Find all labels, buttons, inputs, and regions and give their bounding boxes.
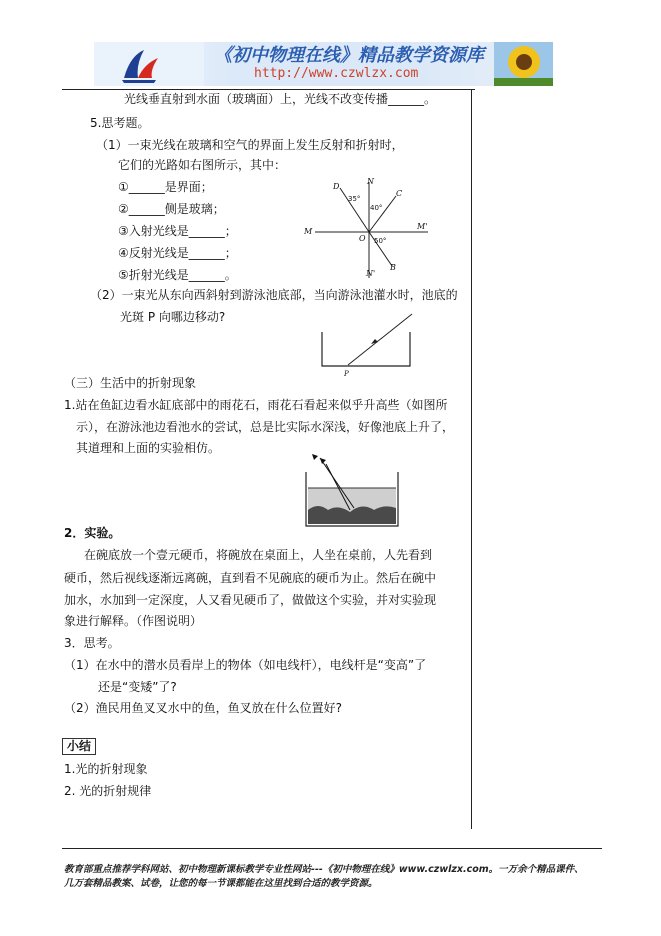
label-M: M <box>304 227 313 236</box>
footer-line: 几万套精品教案、试卷，让您的每一节课都能在这里找到合适的教学资源。 <box>64 878 378 889</box>
header-banner <box>94 42 553 86</box>
text-line: 硬币，然后视线逐渐远离碗，直到看不见碗底的硬币为止。然后在碗中 <box>64 571 437 585</box>
blank-item: ①______是界面； <box>118 180 213 194</box>
footer-rule <box>62 848 602 849</box>
banner-title: 《初中物理在线》精品教学资源库 <box>214 45 484 66</box>
sunflower-image <box>494 42 553 86</box>
ray-OC <box>369 196 396 232</box>
fish-tank-diagram <box>298 448 408 528</box>
text-line: 光斑 P 向哪边移动? <box>120 310 226 324</box>
blank-item: ④反射光线是______； <box>118 246 237 260</box>
label-B: B <box>390 263 396 272</box>
refraction-diagram <box>300 174 435 286</box>
angle-50: 50° <box>374 237 387 245</box>
summary-label: 小结 <box>62 738 96 755</box>
angle-35: 35° <box>348 195 361 203</box>
summary-item: 1.光的折射现象 <box>64 762 148 776</box>
pool-outline <box>322 332 410 366</box>
label-M-prime: M' <box>417 222 428 231</box>
summary-item: 2. 光的折射规律 <box>64 784 152 798</box>
text-line: 光线垂直射到水面（玻璃面）上，光线不改变传播______。 <box>124 92 437 106</box>
blank-item: ⑤折射光线是______。 <box>118 268 237 282</box>
text-line: 加水，水加到一定深度，人又看见硬币了，做做这个实验，并对实验现 <box>64 593 437 607</box>
label-N: N <box>367 177 374 186</box>
blank-item: ③入射光线是______； <box>118 224 237 238</box>
site-logo <box>94 42 204 86</box>
text-line: （2）一束光从东向西斜射到游泳池底部，当向游泳池灌水时，池底的 <box>90 288 458 302</box>
pool-diagram <box>316 308 416 378</box>
top-rule <box>62 89 475 90</box>
question-heading: 5.思考题。 <box>90 116 150 130</box>
text-line: 象进行解释。（作图说明） <box>64 614 203 628</box>
question-heading: 2．实验。 <box>64 526 121 540</box>
text-line: 它们的光路如右图所示，其中： <box>118 158 287 172</box>
light-ray <box>348 314 412 365</box>
text-line: 1.站在鱼缸边看水缸底部中的雨花石，雨花石看起来似乎升高些（如图所 <box>64 398 448 412</box>
text-line: 示），在游泳池边看池水的尝试，总是比实际水深浅，好像池底上升了， <box>76 420 455 434</box>
text-line: 其道理和上面的实验相仿。 <box>76 441 221 455</box>
section-heading: （三）生活中的折射现象 <box>64 376 197 390</box>
ray-arrow-2 <box>312 454 318 460</box>
text-line: （1）一束光线在玻璃和空气的界面上发生反射和折射时， <box>96 138 404 152</box>
angle-40: 40° <box>370 204 383 212</box>
label-P: P <box>344 370 349 378</box>
label-D: D <box>333 182 340 191</box>
text-line: （1）在水中的潜水员看岸上的物体（如电线杆），电线杆是“变高”了 <box>64 658 427 672</box>
text-line: 还是“变矮”了? <box>98 680 177 694</box>
blank-item: ②______侧是玻璃； <box>118 202 225 216</box>
label-N-prime: N' <box>366 269 376 278</box>
footer-line: 教育部重点推荐学科网站、初中物理新课标教学专业性网站---《初中物理在线》www.czwlzx.com。一万余个精品课件、 <box>64 864 584 875</box>
label-C: C <box>396 189 403 198</box>
text-line: （2）渔民用鱼叉叉水中的鱼，鱼叉放在什么位置好? <box>64 701 343 715</box>
right-margin-rule <box>471 89 472 829</box>
label-O: O <box>359 234 366 243</box>
banner-url[interactable]: http://www.czwlzx.com <box>254 66 419 81</box>
question-heading: 3．思考。 <box>64 636 120 650</box>
text-line: 在碗底放一个壹元硬币，将碗放在桌面上，人坐在桌前，人先看到 <box>84 548 433 562</box>
